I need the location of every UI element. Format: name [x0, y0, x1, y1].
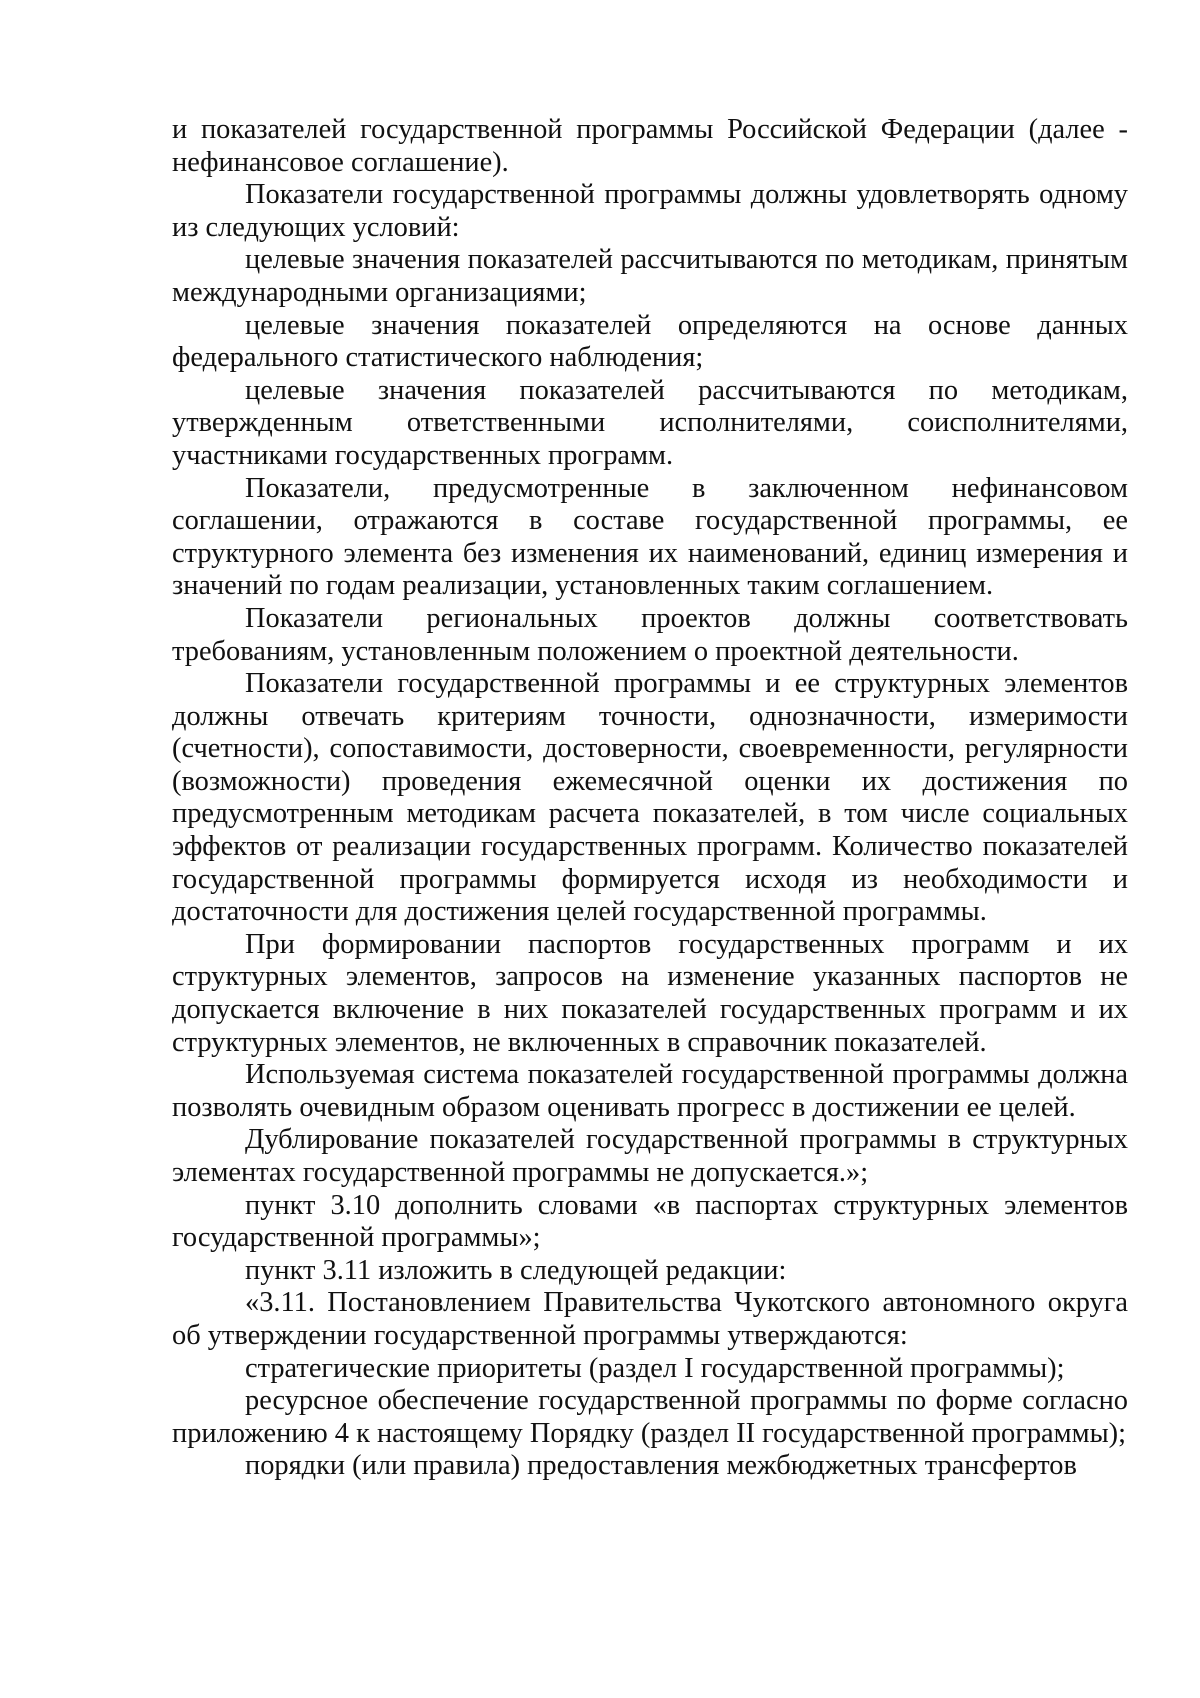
paragraph: стратегические приоритеты (раздел I государственной программы);	[245, 1352, 1065, 1384]
paragraph: При формировании паспортов государственных программ и их структурных элементов, запросов на изменение указанных паспортов не допускается включение в них показателей государственных программ и их структурных элементов, не включенных в справочник показателей.	[172, 928, 1128, 1058]
paragraph: целевые значения показателей рассчитываются по методикам, утвержденным ответственными исполнителями, соисполнителями, участниками государственных программ.	[172, 374, 1128, 471]
paragraph: ресурсное обеспечение государственной программы по форме согласно приложению 4 к настоящему Порядку (раздел II государственной программы);	[172, 1385, 1128, 1449]
paragraph: Используемая система показателей государственной программы должна позволять очевидным образом оценивать прогресс в достижении ее целей.	[172, 1059, 1128, 1123]
paragraph: Дублирование показателей государственной программы в структурных элементах государственной программы не допускается.»;	[172, 1124, 1128, 1188]
paragraph-continuation: и показателей государственной программы Российской Федерации (далее - нефинансовое соглашение).	[172, 114, 1128, 178]
paragraph: пункт 3.11 изложить в следующей редакции:	[245, 1254, 787, 1286]
paragraph: Показатели региональных проектов должны соответствовать требованиям, установленным положением о проектной деятельности.	[172, 602, 1128, 667]
paragraph: порядки (или правила) предоставления межбюджетных трансфертов	[245, 1450, 1077, 1482]
paragraph: «3.11. Постановлением Правительства Чукотского автономного округа об утверждении государственной программы утверждаются:	[172, 1287, 1128, 1351]
paragraph: пункт 3.10 дополнить словами «в паспортах структурных элементов государственной программы»;	[172, 1189, 1128, 1254]
paragraph: Показатели государственной программы и ее структурных элементов должны отвечать критериям точности, однозначности, измеримости (счетности), сопоставимости, достоверности, своевременности, регулярности (возможности) проведения ежемесячной оценки их достижения по предусмотренным методикам расчета показателей, в том числе социальных эффектов от реализации государственных программ. Количество показателей государственной программы формируется исходя из необходимости и достаточности для достижения целей государственной программы.	[172, 668, 1128, 928]
paragraph: Показатели, предусмотренные в заключенном нефинансовом соглашении, отражаются в составе государственной программы, ее структурного элемента без изменения их наименований, единиц измерения и значений по годам реализации, установленных таким соглашением.	[172, 472, 1128, 602]
document-body	[172, 114, 1128, 1483]
paragraph: целевые значения показателей рассчитываются по методикам, принятым международными организациями;	[172, 244, 1128, 308]
paragraph: Показатели государственной программы должны удовлетворять одному из следующих условий:	[172, 179, 1128, 243]
paragraph: целевые значения показателей определяются на основе данных федерального статистического наблюдения;	[172, 309, 1128, 374]
